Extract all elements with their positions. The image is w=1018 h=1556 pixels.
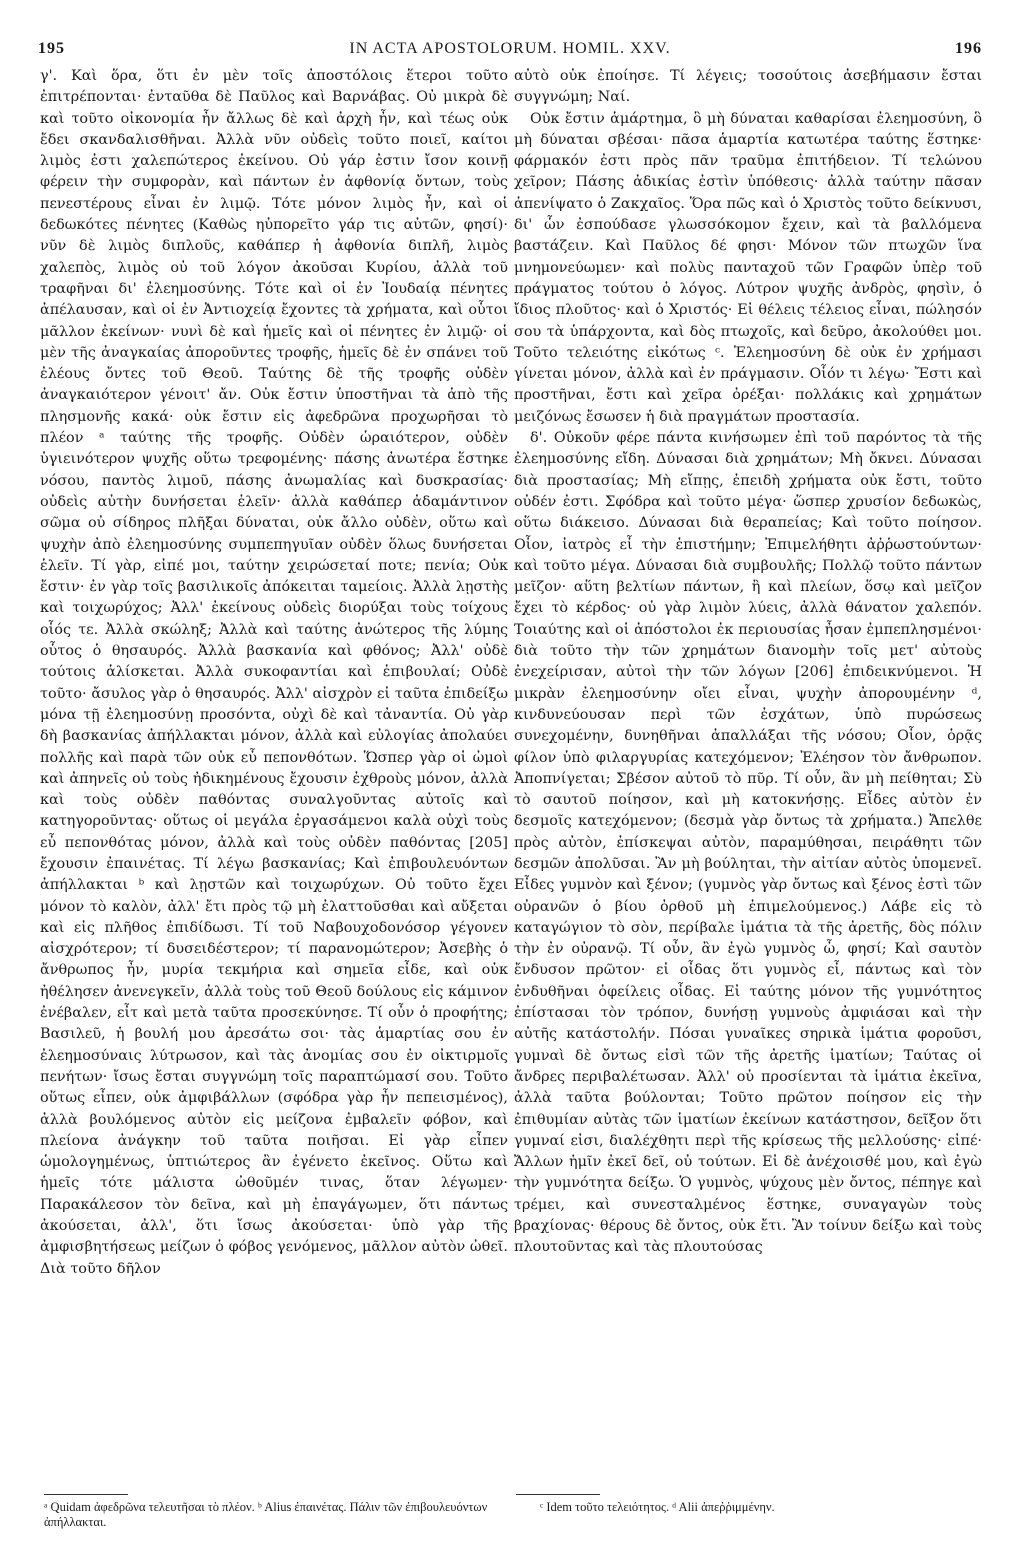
footnote-rule-right	[516, 1494, 600, 1495]
left-column-text: γ'. Καὶ ὅρα, ὅτι ἐν μὲν τοῖς ἀποστόλοις ἕτεροι τοῦτο ἐπιτρέπονται· ἐνταῦθα δὲ Παῦλος καὶ Βαρνάβας. Οὐ μικρὰ δὲ καὶ τοῦτο οἰκονομία ἦν ἄλλως δὲ καὶ ἀρχὴ ἦν, καὶ τέως οὐκ ἔδει σκανδαλισθῆναι. Ἀλλὰ νῦν οὐδεὶς τοῦτο ποιεῖ, καίτοι λιμὸς ἐστι χαλεπώτερος ἐκείνου. Οὐ γάρ ἐστιν ἴσον κοινῇ φέρειν τὴν συμφορὰν, καὶ πάντων ἐν ἀφθονίᾳ ὄντων, τοὺς πενεστέρους εἶναι ἐν λιμῷ. Τότε μόνον λιμὸς ἦν, καὶ οἱ δεδωκότες πένητες (Καθὼς ηὐπορεῖτο γάρ τις αὐτῶν, φησί)· νῦν δὲ λιμὸς διπλοῦς, καθάπερ ἡ ἀφθονία διπλῆ, λιμὸς χαλεπὸς, λιμὸς οὐ τοῦ λόγον ἀκοῦσαι Κυρίου, ἀλλὰ τοῦ τραφῆναι δι' ἐλεημοσύνης. Τότε καὶ οἱ ἐν Ἰουδαίᾳ πένητες ἀπέλαυσαν, καὶ οἱ ἐν Ἀντιοχείᾳ ἔχοντες τὰ χρήματα, καὶ οὗτοι μᾶλλον ἐκείνων· νυνὶ δὲ καὶ ἡμεῖς καὶ οἱ πένητες ἐν λιμῷ· οἱ μὲν τῆς ἀναγκαίας ἀποροῦντες τροφῆς, ἡμεῖς δὲ ἐν σπάνει τοῦ ἐλέους ὄντες τοῦ Θεοῦ. Ταύτης δὲ τῆς τροφῆς οὐδὲν ἀναγκαιότερον γένοιτ' ἄν. Οὐκ ἔστιν ὑποστῆναι τὰ ἀπὸ τῆς πλησμονῆς κακά· οὐκ ἔστιν εἰς ἀφεδρῶνα προχωρῆσαι τὸ πλέον ᵃ ταύτης τῆς τροφῆς. Οὐδὲν ὡραιότερον, οὐδὲν ὑγιεινότερον ψυχῆς οὕτω τρεφομένης· πάσης ἀνωτέρα ἕστηκε νόσου, παντὸς λιμοῦ, πάσης ἀνωμαλίας καὶ δυσκρασίας· οὐδεὶς αὐτὴν δυνήσεται ἑλεῖν· ἀλλὰ καθάπερ ἀδαμάντινον σῶμα οὐ σίδηρος πλῆξαι δύναται, οὐκ ἄλλο οὐδὲν, οὕτω καὶ ψυχὴν ἀπὸ ἐλεημοσύνης συμπεπηγυῖαν οὐδὲν ὅλως δυνήσεται ἑλεῖν. Τί γὰρ, εἰπέ μοι, ταύτην χειρώσεταί ποτε; πενία; Οὐκ ἔστιν· ἐν γὰρ τοῖς βασιλικοῖς ἀπόκειται ταμείοις. Ἀλλὰ λῃστὴς καὶ τοιχωρύχος; Ἀλλ' ἐκείνους οὐδεὶς διορύξαι τοὺς τοίχους οἷός τε. Ἀλλὰ σκώληξ; Ἀλλὰ καὶ ταύτης ἀνώτερος τῆς λύμης οὗτος ὁ θησαυρός. Ἀλλὰ βασκανία καὶ φθόνος; Ἀλλ' οὐδὲ τούτοις ἁλίσκεται. Ἀλλὰ συκοφαντίαι καὶ ἐπιβουλαί; Οὐδὲ τοῦτο· ἄσυλος γὰρ ὁ θησαυρός. Ἀλλ' αἰσχρὸν εἰ ταῦτα ἐπιδείξω μόνα τῇ ἐλεημοσύνῃ προσόντα, οὐχὶ δὲ καὶ τἀναντία. Οὐ γὰρ δὴ βασκανίας ἀπήλλακται μόνον, ἀλλὰ καὶ εὐλογίας ἀπολαύει πολλῆς καὶ παρὰ τῶν οὐκ εὖ πεπονθότων. Ὥσπερ γὰρ οἱ ὠμοὶ καὶ ἀπηνεῖς οὐ τοὺς ἠδικημένους ἔχουσιν ἐχθροὺς μόνον, ἀλλὰ καὶ τοὺς οὐδὲν παθόντας συναλγοῦντας αὐτοῖς καὶ κατηγοροῦντας· οὕτως οἱ μεγάλα ἐργασάμενοι καλὰ οὐχὶ τοὺς εὖ πεπονθότας μόνον, ἀλλὰ καὶ τοὺς οὐδὲν παθόντας [205] ἔχουσιν ἐπαινέτας. Τί λέγω βασκανίας; Καὶ ἐπιβουλευόντων ἀπήλλακται ᵇ καὶ λῃστῶν καὶ τοιχωρύχων. Οὐ τοῦτο ἔχει μόνον τὸ καλὸν, ἀλλ' ἔτι πρὸς τῷ μὴ ἐλαττοῦσθαι καὶ αὔξεται καὶ εἰς πλῆθος ἐπιδίδωσι. Τί τοῦ Ναβουχοδονόσορ γέγονεν αἰσχρότερον; τί δυσειδέστερον; τί παρανομώτερον; Ἀσεβὴς ὁ ἄνθρωπος ἦν, μυρία τεκμήρια καὶ σημεῖα εἶδε, καὶ οὐκ ἠθέλησεν ἀνενεγκεῖν, ἀλλὰ τοὺς τοῦ Θεοῦ δούλους εἰς κάμινον ἐνέβαλεν, εἶτ καὶ μετὰ ταῦτα προσεκύνησε. Τί οὖν ὁ προφήτης; Βασιλεῦ, ἡ βουλή μου ἀρεσάτω σοι· τὰς ἁμαρτίας σου ἐν ἐλεημοσύναις λύτρωσον, καὶ τὰς ἀνομίας σου ἐν οἰκτιρμοῖς πενήτων· ἴσως ἔσται συγγνώμη τοῖς παραπτώμασί σου. Τοῦτο οὕτως εἶπεν, οὐκ ἀμφιβάλλων (σφόδρα γὰρ ἦν πεπεισμένος), ἀλλὰ βουλόμενος αὐτὸν εἰς μείζονα ἐμβαλεῖν φόβον, καὶ πλείονα ἀνάγκην τοῦ ταῦτα ποιῆσαι. Εἰ γὰρ εἶπεν ὡμολογημένως, ὑπτιώτερος ἂν ἐγένετο ἐκεῖνος. Οὕτω καὶ ἡμεῖς τότε μάλιστα ὠθοῦμέν τινας, ὅταν λέγωμεν· Παρακάλεσον τὸν δεῖνα, καὶ μὴ ἐπαγάγωμεν, ὅτι πάντως ἀκούσεται, ἀλλ', ὅτι ἴσως ἀκούσεται· ὑπὸ γὰρ τῆς ἀμφισβητήσεως μείζων ὁ φόβος γενόμενος, μᾶλλον αὐτὸν ὠθεῖ. Διὰ τοῦτο δῆλον	[40, 68, 508, 1277]
left-column	[40, 66, 508, 1280]
running-title: IN ACTA APOSTOLORUM. HOMIL. XXV.	[349, 40, 671, 57]
right-column	[514, 66, 982, 1259]
page-number-right: 196	[955, 40, 982, 57]
footnotes-left: ᵃ Quidam ἀφεδρῶνα τελευτῆσαι τὸ πλέον. ᵇ Alius ἐπαινέτας. Πάλιν τῶν ἐπιβουλευόντων ἀπήλλακται.	[44, 1500, 488, 1529]
page-header	[38, 40, 982, 62]
footnote-rule-left	[44, 1494, 128, 1495]
footnotes-right: ᶜ Idem τοῦτο τελειότητος. ᵈ Alii ἀπεῤῥιμμένην.	[540, 1500, 775, 1514]
page-number-left: 195	[38, 40, 65, 57]
right-column-paragraph-2: Οὐκ ἔστιν ἁμάρτημα, ὃ μὴ δύναται καθαρίσαι ἐλεημοσύνη, ὃ μὴ δύναται σβέσαι· πᾶσα ἁμαρτία κατωτέρα ταύτης ἕστηκε· φάρμακόν ἐστι πρὸς πᾶν τραῦμα ἐπιτήδειον. Τί τελώνου χεῖρον; Πάσης ἀδικίας ἐστὶν ὑπόθεσις· ἀλλὰ ταύτην πᾶσαν ἀπενίψατο ὁ Ζακχαῖος. Ὅρα πῶς καὶ ὁ Χριστὸς τοῦτο δείκνυσι, δι' ὧν ἐσπούδασε γλωσσόκομον ἔχειν, καὶ τὰ βαλλόμενα βαστάζειν. Καὶ Παῦλος δέ φησι· Μόνον τῶν πτωχῶν ἵνα μνημονεύωμεν· καὶ πολὺς πανταχοῦ τῶν Γραφῶν ὑπὲρ τοῦ πράγματος τούτου ὁ λόγος. Λύτρον ψυχῆς ἀνδρὸς, φησὶν, ὁ ἴδιος πλοῦτος· καὶ ὁ Χριστός· Εἰ θέλεις τέλειος εἶναι, πώλησόν σου τὰ ὑπάρχοντα, καὶ δὸς πτωχοῖς, καὶ δεῦρο, ἀκολούθει μοι. Τοῦτο τελειότης εἰκότως ᶜ. Ἐλεημοσύνη δὲ οὐκ ἐν χρήμασι γίνεται μόνον, ἀλλὰ καὶ ἐν πράγμασιν. Οἷόν τι λέγω· Ἔστι καὶ προστῆναι, ἔστι καὶ χεῖρα ὀρέξαι· πολλάκις καὶ χρημάτων μειζόνως ἔσωσεν ἡ διὰ πραγμάτων προστασία.	[514, 110, 982, 425]
right-column-paragraph-1: αὐτὸ οὐκ ἐποίησε. Τί λέγεις; τοσούτοις ἀσεβήμασιν ἔσται συγγνώμη; Ναί.	[514, 68, 982, 106]
right-column-paragraph-3: δ'. Οὐκοῦν φέρε πάντα κινήσωμεν ἐπὶ τοῦ παρόντος τὰ τῆς ἐλεημοσύνης εἴδη. Δύνασαι διὰ χρημάτων; Μὴ ὄκνει. Δύνασαι διὰ προστασίας; Μὴ εἴπῃς, ἐπειδὴ χρήματα οὐκ ἔστι, τοῦτο οὐδέν ἐστι. Σφόδρα καὶ τοῦτο μέγα· ὥσπερ χρυσίον δεδωκὼς, οὕτω διάκεισο. Δύνασαι διὰ θεραπείας; Καὶ τοῦτο ποίησον. Οἷον, ἰατρὸς εἶ τὴν ἐπιστήμην; Ἐπιμελήθητι ἀῤῥωστούντων· καὶ τοῦτο μέγα. Δύνασαι διὰ συμβουλῆς; Πολλῷ τοῦτο πάντων μεῖζον· αὕτη βελτίων πάντων, ἢ καὶ πλείων, ὅσῳ καὶ μεῖζον ἔχει τὸ κέρδος· οὐ γὰρ λιμὸν λύεις, ἀλλὰ θάνατον χαλεπόν. Τοιαύτης καὶ οἱ ἀπόστολοι ἐκ περιουσίας ἦσαν ἐμπεπλησμένοι· διὰ τοῦτο τὴν τῶν χρημάτων διανομὴν τοῖς μετ' αὐτοὺς ἐνεχείρισαν, αὐτοὶ τὴν τῶν λόγων [206] ἐπιδεικνύμενοι. Ἡ μικρὰν ἐλεημοσύνην οἴει εἶναι, ψυχὴν ἀπορουμένην ᵈ, κινδυνεύουσαν περὶ τῶν ἐσχάτων, ὑπὸ πυρώσεως συνεχομένην, δυνηθῆναι ἀπαλλάξαι τῆς νόσου; Οἷον, ὁρᾷς φίλον ὑπὸ φιλαργυρίας κατεχόμενον; Ἐλέησον τὸν ἄνθρωπον. Ἀποπνίγεται; Σβέσον αὐτοῦ τὸ πῦρ. Τί οὖν, ἂν μὴ πείθηται; Σὺ τὸ σαυτοῦ ποίησον, καὶ μὴ κατοκνήσῃς. Εἶδες αὐτὸν ἐν δεσμοῖς κατεχόμενον; (δεσμὰ γὰρ ὄντως τὰ χρήματα.) Ἄπελθε πρὸς αὐτὸν, ἐπίσκεψαι αὐτὸν, παραμύθησαι, πειράθητι τῶν δεσμῶν ἀπολῦσαι. Ἂν μὴ βούληται, τὴν αἰτίαν αὐτὸς ὑπομενεῖ. Εἶδες γυμνὸν καὶ ξένον; (γυμνὸς γὰρ ὄντως καὶ ξένος ἐστὶ τῶν οὐρανῶν ὁ βίου ὀρθοῦ μὴ ἐπιμελούμενος.) Λάβε εἰς τὸ καταγώγιον τὸ σὸν, περίβαλε ἱμάτια τὰ τῆς ἀρετῆς, δὸς πόλιν τὴν ἐν οὐρανῷ. Τί οὖν, ἂν ἐγὼ γυμνὸς ὦ, φησί; Καὶ σαυτὸν ἔνδυσον πρῶτον· εἰ οἶδας ὅτι γυμνὸς εἶ, πάντως καὶ τὸν ἐνδυθῆναι ὀφείλεις οἶδας. Εἰ ταύτης μόνον τῆς γυμνότητος ἐπίστασαι τὸν τρόπον, δυνήσῃ γυμνοὺς ἀμφιάσαι καὶ τὴν αὐτῆς κατάστολήν. Πόσαι γυναῖκες σηρικὰ ἱμάτια φοροῦσι, γυμναὶ δὲ ὄντως εἰσὶ τῶν τῆς ἀρετῆς ἱματίων; Ταύτας οἱ ἄνδρες περιβαλέτωσαν. Ἀλλ' οὐ προσίενται τὰ ἱμάτια ἐκεῖνα, ἀλλὰ ταῦτα βούλονται; Τοῦτο πρῶτον ποίησον εἰς τὴν ἐπιθυμίαν αὐτὰς τῶν ἱματίων ἐκείνων κατάστησον, δεῖξον ὅτι γυμναί εἰσι, διαλέχθητι περὶ τῆς κρίσεως τῆς μελλούσης· εἰπέ· Ἄλλων ἡμῖν ἐκεῖ δεῖ, οὐ τούτων. Εἰ δὲ ἀνέχοισθέ μου, καὶ ἐγὼ τὴν γυμνότητα δείξω. Ὁ γυμνὸς, ψύχους μὲν ὄντος, πέπηγε καὶ τρέμει, καὶ συνεσταλμένος ἕστηκε, συναγαγὼν τοὺς βραχίονας· θέρους δὲ ὄντος, οὐκ ἔτι. Ἂν τοίνυν δείξω καὶ τοὺς πλουτοῦντας καὶ τὰς πλουτούσας	[514, 430, 982, 1256]
